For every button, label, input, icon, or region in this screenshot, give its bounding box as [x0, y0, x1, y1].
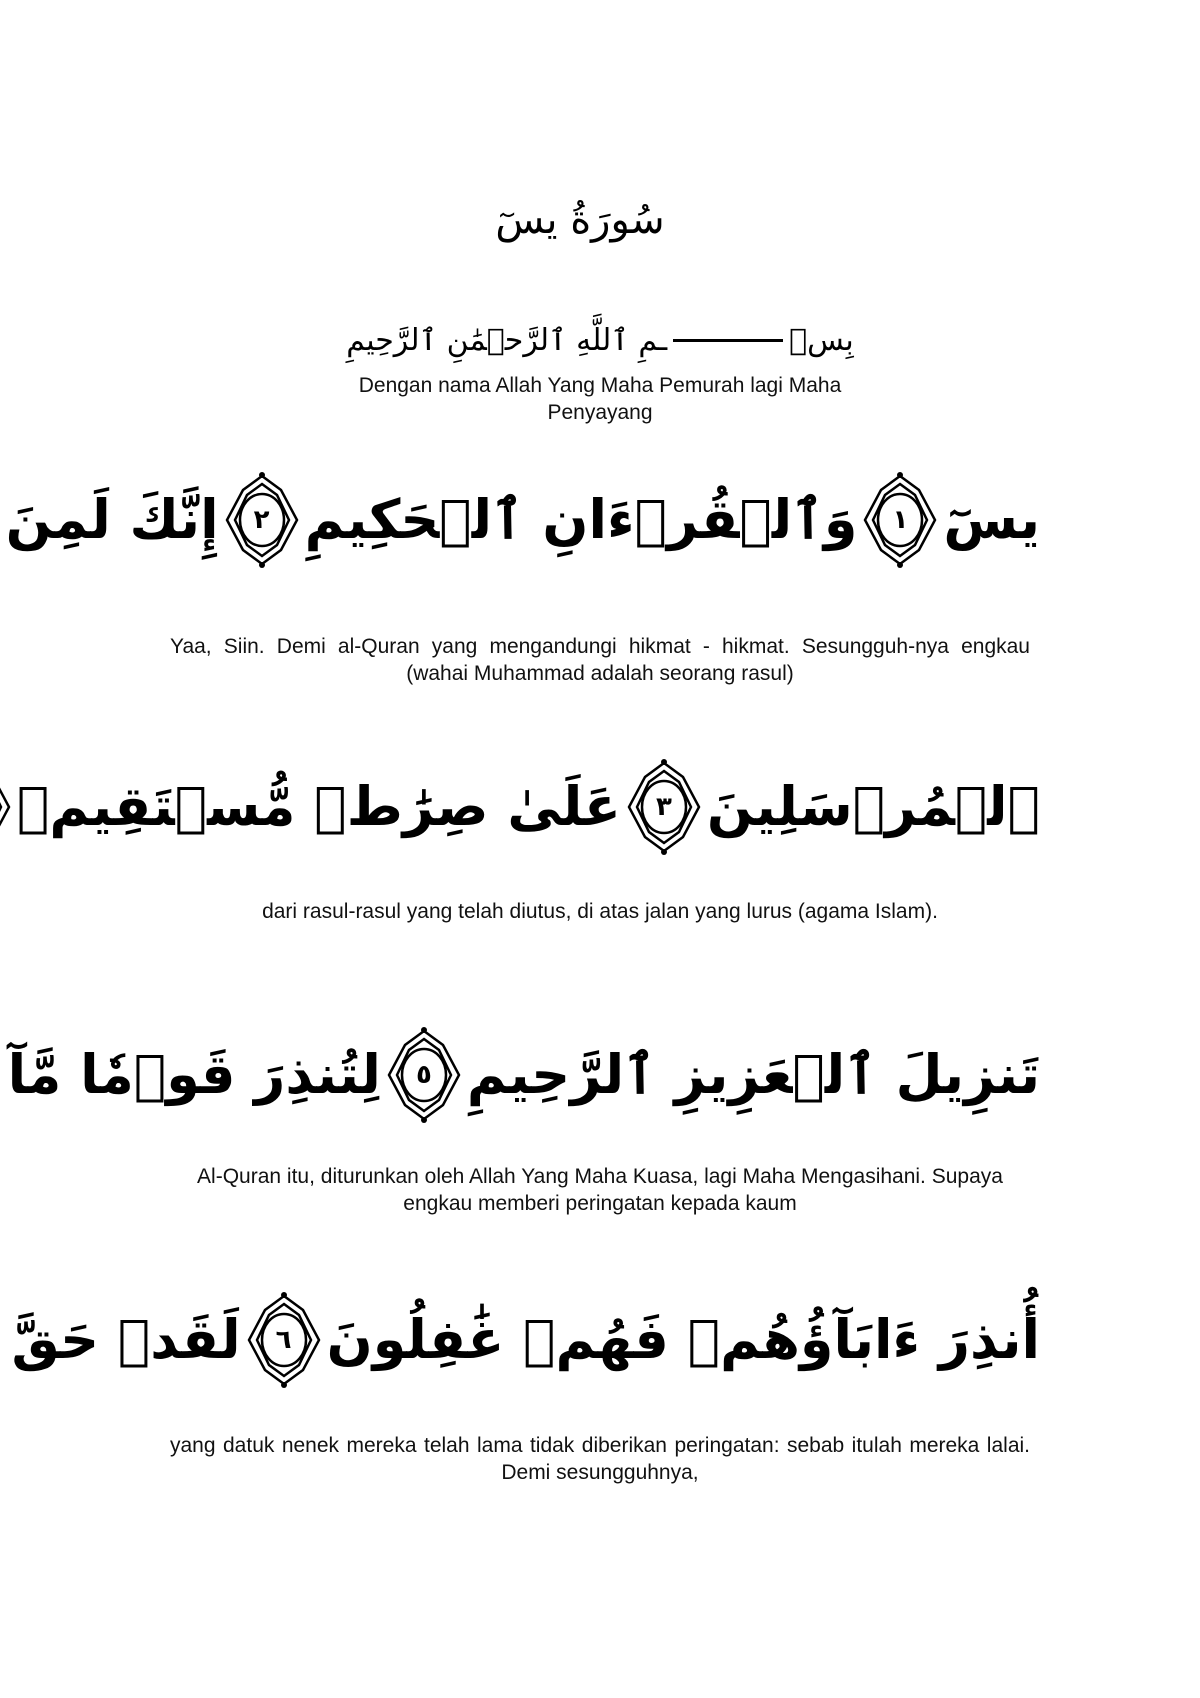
basmala-translation: Dengan nama Allah Yang Maha Pemurah lagi Maha Penyayang [358, 374, 842, 424]
arabic-segment: ٱلۡمُرۡسَلِينَ [706, 775, 1040, 838]
ayah-number [0, 755, 17, 859]
arabic-segment: إِنَّكَ لَمِنَ [5, 488, 219, 551]
translation-3: Al-Quran itu, diturunkan oleh Allah Yang Maha Kuasa, lagi Maha Mengasihani. Supaya engkau memberi peringatan kepada kaum [197, 1165, 1003, 1215]
ayah-marker [857, 468, 943, 572]
ayah-number: ١ [892, 505, 909, 535]
arabic-segment: تَنزِيلَ ٱلۡعَزِيزِ ٱلرَّحِيمِ [466, 1043, 1040, 1106]
ayah-line-2 [17, 752, 1040, 862]
basmala-end: ـمِ ٱللَّهِ ٱلرَّحۡمَٰنِ ٱلرَّحِيمِ [346, 322, 668, 358]
arabic-segment: لِتُنذِرَ قَوۡمٗا مَّآ [7, 1043, 381, 1106]
arabic-segment: عَلَىٰ صِرَٰطٖ مُّسۡتَقِيمٖ [17, 775, 621, 838]
arabic-segment: يسٓ [943, 488, 1040, 551]
translation-2: dari rasul-rasul yang telah diutus, di atas jalan yang lurus (agama Islam). [262, 900, 938, 923]
ayah-number: ٦ [275, 1325, 292, 1355]
ayah-number: ٢ [253, 505, 270, 535]
surah-title: سُورَةُ يسٓ [495, 197, 665, 243]
basmala-start: بِسۡ [789, 322, 854, 358]
basmala-stroke [673, 339, 783, 342]
ayah-line-3 [7, 1020, 1040, 1130]
translation-1: Yaa, Siin. Demi al-Quran yang mengandungi hikmat - hikmat. Sesungguh-nya engkau (wahai Muhammad adalah seorang rasul) [170, 635, 1030, 685]
translation-4: yang datuk nenek mereka telah lama tidak diberikan peringatan: sebab itulah mereka lalai. Demi sesungguhnya, [170, 1434, 1030, 1484]
ayah-marker [0, 755, 17, 859]
ayah-line-1 [5, 465, 1040, 575]
ayah-marker [241, 1288, 327, 1392]
basmala [340, 310, 860, 370]
ayah-marker [621, 755, 707, 859]
arabic-segment: لَقَدۡ حَقَّ [11, 1308, 241, 1371]
arabic-segment: وَٱلۡقُرۡءَانِ ٱلۡحَكِيمِ [304, 488, 858, 551]
ayah-marker [219, 468, 305, 572]
arabic-segment: أُنذِرَ ءَابَآؤُهُمۡ فَهُمۡ غَٰفِلُونَ [326, 1308, 1040, 1371]
ayah-number: ٥ [415, 1060, 432, 1090]
ayah-line-4 [11, 1285, 1040, 1395]
ayah-number: ٣ [655, 792, 672, 822]
ayah-marker [381, 1023, 467, 1127]
